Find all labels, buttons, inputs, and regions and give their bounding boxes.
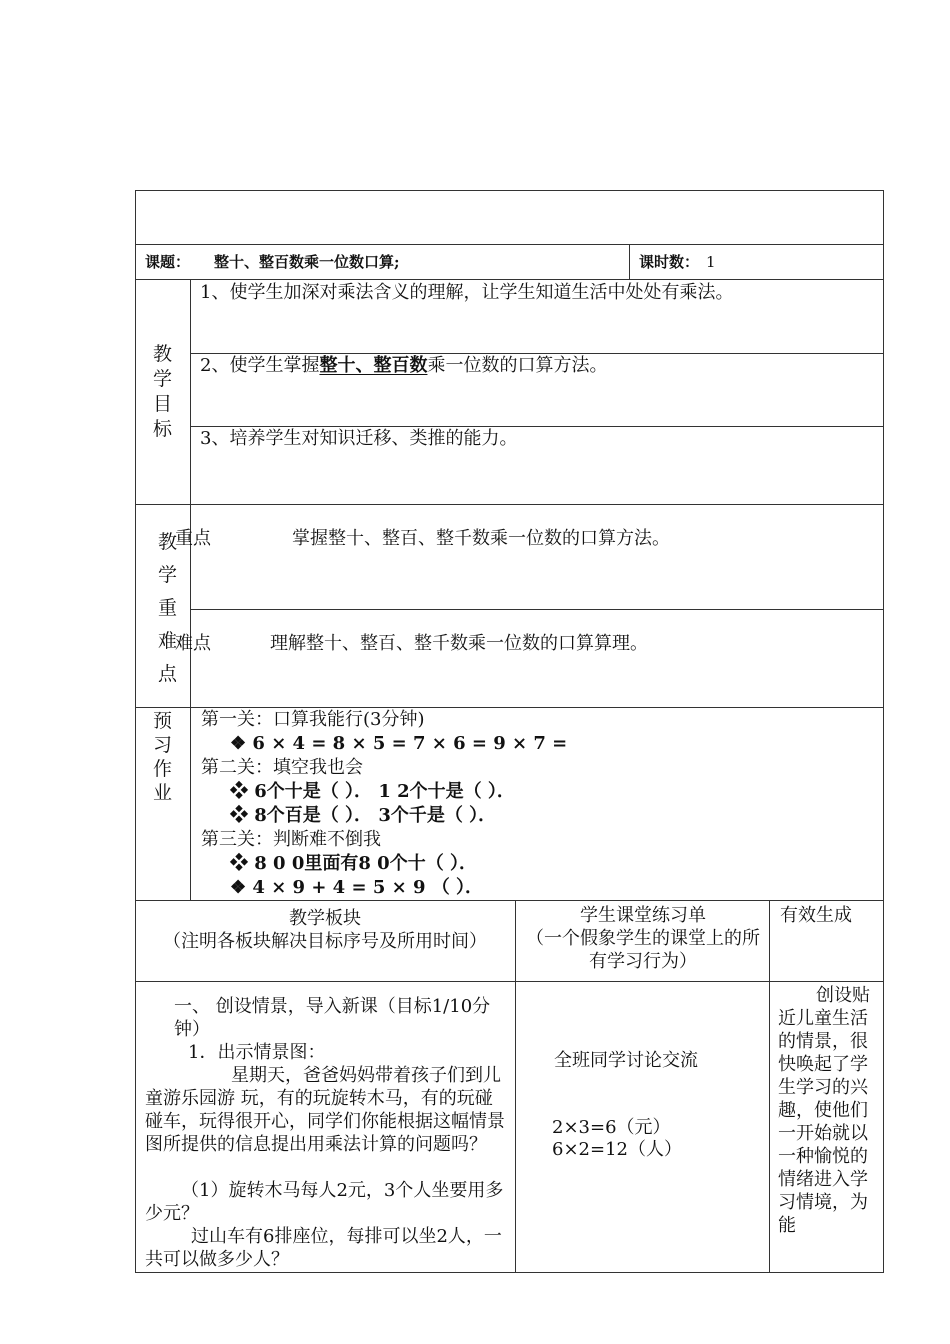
effective-generation: 创设贴近儿童生活的情景，很快唤起了学生学习的兴趣，使他们一开始就以一种愉悦的情绪进入学习情境，为能 xyxy=(778,985,870,1236)
table-bottom-border xyxy=(135,1272,884,1273)
objective-item-2-emphasis: 整十、整百数 xyxy=(319,355,428,376)
row-line-preview xyxy=(135,900,884,901)
objectives-label-char: 学 xyxy=(153,368,173,390)
col2-header xyxy=(525,904,761,973)
keypoints-label-char: 学 xyxy=(158,564,178,586)
preview-level-3: 第三关：判断难不倒我 xyxy=(201,829,381,850)
objective-item-3: 3、培养学生对知识迁移、类推的能力。 xyxy=(200,428,518,449)
preview-level-2: 第二关：填空我也会 xyxy=(201,757,363,778)
col1-title: 教学板块 xyxy=(289,908,361,929)
lesson-question-2: 过山车有6排座位，每排可以坐2人，一共可以做多少人？ xyxy=(145,1226,502,1270)
table-right-border xyxy=(883,190,884,1273)
preview-label-char: 业 xyxy=(153,782,173,804)
row-line-objectives xyxy=(135,504,884,505)
difficult-point-label: 难点 xyxy=(175,633,211,654)
topic-value: 整十、整百数乘一位数口算; xyxy=(214,253,400,271)
hours-label: 课时数： xyxy=(639,253,700,271)
row-line-columns xyxy=(135,981,884,982)
objective-item-2 xyxy=(200,357,607,375)
objective-item-2-pre: 2、使学生掌握 xyxy=(200,355,320,376)
col1-subtitle: （注明各板块解决目标序号及所用时间） xyxy=(163,931,487,952)
preview-level-2-item-1: ❖ 6个十是（ ）． 1 2个十是（ ）． xyxy=(230,781,515,802)
key-point-text: 掌握整十、整百、整千数乘一位数的口算方法。 xyxy=(292,528,670,549)
col1-header xyxy=(140,907,510,953)
key-point-label: 重点 xyxy=(175,528,211,549)
col-line-2 xyxy=(769,900,770,1273)
student-calc-2: 6×2=12（人） xyxy=(552,1139,682,1160)
col-line-1 xyxy=(515,900,516,1273)
preview-level-3-item-2: ❖ 4 × 9 + 4 = 5 × 9 （ ）． xyxy=(230,877,484,898)
topic-label: 课题： xyxy=(145,253,191,271)
objective-item-1: 1、使学生加深对乘法含义的理解，让学生知道生活中处处有乘法。 xyxy=(200,282,734,303)
objective-item-2-post: 乘一位数的口算方法。 xyxy=(427,355,608,376)
row-line-obj2 xyxy=(190,426,884,427)
lesson-paragraph-1: 星期天，爸爸妈妈带着孩子们到儿童游乐园游 玩，有的玩旋转木马，有的玩碰碰车，玩得很开心，同学们你能根据这幅情景图所提供的信息提出用乘法计算的问题吗？ xyxy=(145,1065,505,1155)
preview-level-1-items: ❖ 6 × 4 = 8 × 5 = 7 × 6 = 9 × 7 = xyxy=(230,733,568,754)
keypoints-label-char: 难 xyxy=(158,630,178,652)
row-line-topic xyxy=(135,279,884,280)
col-line-topic xyxy=(629,244,630,280)
table-top-border xyxy=(135,190,884,191)
preview-level-2-item-2: ❖ 8个百是（ ）． 3个千是（ ）． xyxy=(230,805,497,826)
preview-level-1: 第一关：口算我能行(3分钟) xyxy=(201,709,425,730)
preview-level-3-item-1: ❖ 8 0 0里面有8 0个十（ ）． xyxy=(230,853,477,874)
lesson-step-1: 1．出示情景图： xyxy=(188,1042,326,1063)
keypoints-label-char: 教 xyxy=(158,531,178,553)
preview-label-char: 预 xyxy=(153,710,173,732)
objectives-label-char: 标 xyxy=(153,418,173,440)
preview-label-char: 习 xyxy=(153,734,173,756)
row-line-key xyxy=(190,609,884,610)
hours-value: 1 xyxy=(706,253,716,271)
keypoints-label-char: 重 xyxy=(158,597,178,619)
objectives-label-char: 教 xyxy=(153,343,173,365)
keypoints-label-char: 点 xyxy=(158,663,178,685)
col2-title: 学生课堂练习单 xyxy=(580,905,706,926)
table-left-border xyxy=(135,190,136,1273)
col3-header: 有效生成 xyxy=(780,905,852,926)
row-line-keypoints xyxy=(135,707,884,708)
preview-label-char: 作 xyxy=(153,758,173,780)
objectives-label-char: 目 xyxy=(153,393,173,415)
lesson-question-1: （1）旋转木马每人2元，3个人坐要用多少元？ xyxy=(145,1180,504,1224)
student-calc-1: 2×3=6（元） xyxy=(552,1117,671,1138)
lesson-section-1-title: 一、 创设情景，导入新课（目标1/10分钟） xyxy=(174,996,491,1040)
row-line-header xyxy=(135,244,884,245)
student-discuss: 全班同学讨论交流 xyxy=(554,1050,698,1071)
difficult-point-text: 理解整十、整百、整千数乘一位数的口算算理。 xyxy=(270,633,648,654)
row-line-obj1 xyxy=(190,353,884,354)
col2-subtitle: （一个假象学生的课堂上的所有学习行为） xyxy=(526,928,760,972)
col-line-label xyxy=(190,279,191,901)
